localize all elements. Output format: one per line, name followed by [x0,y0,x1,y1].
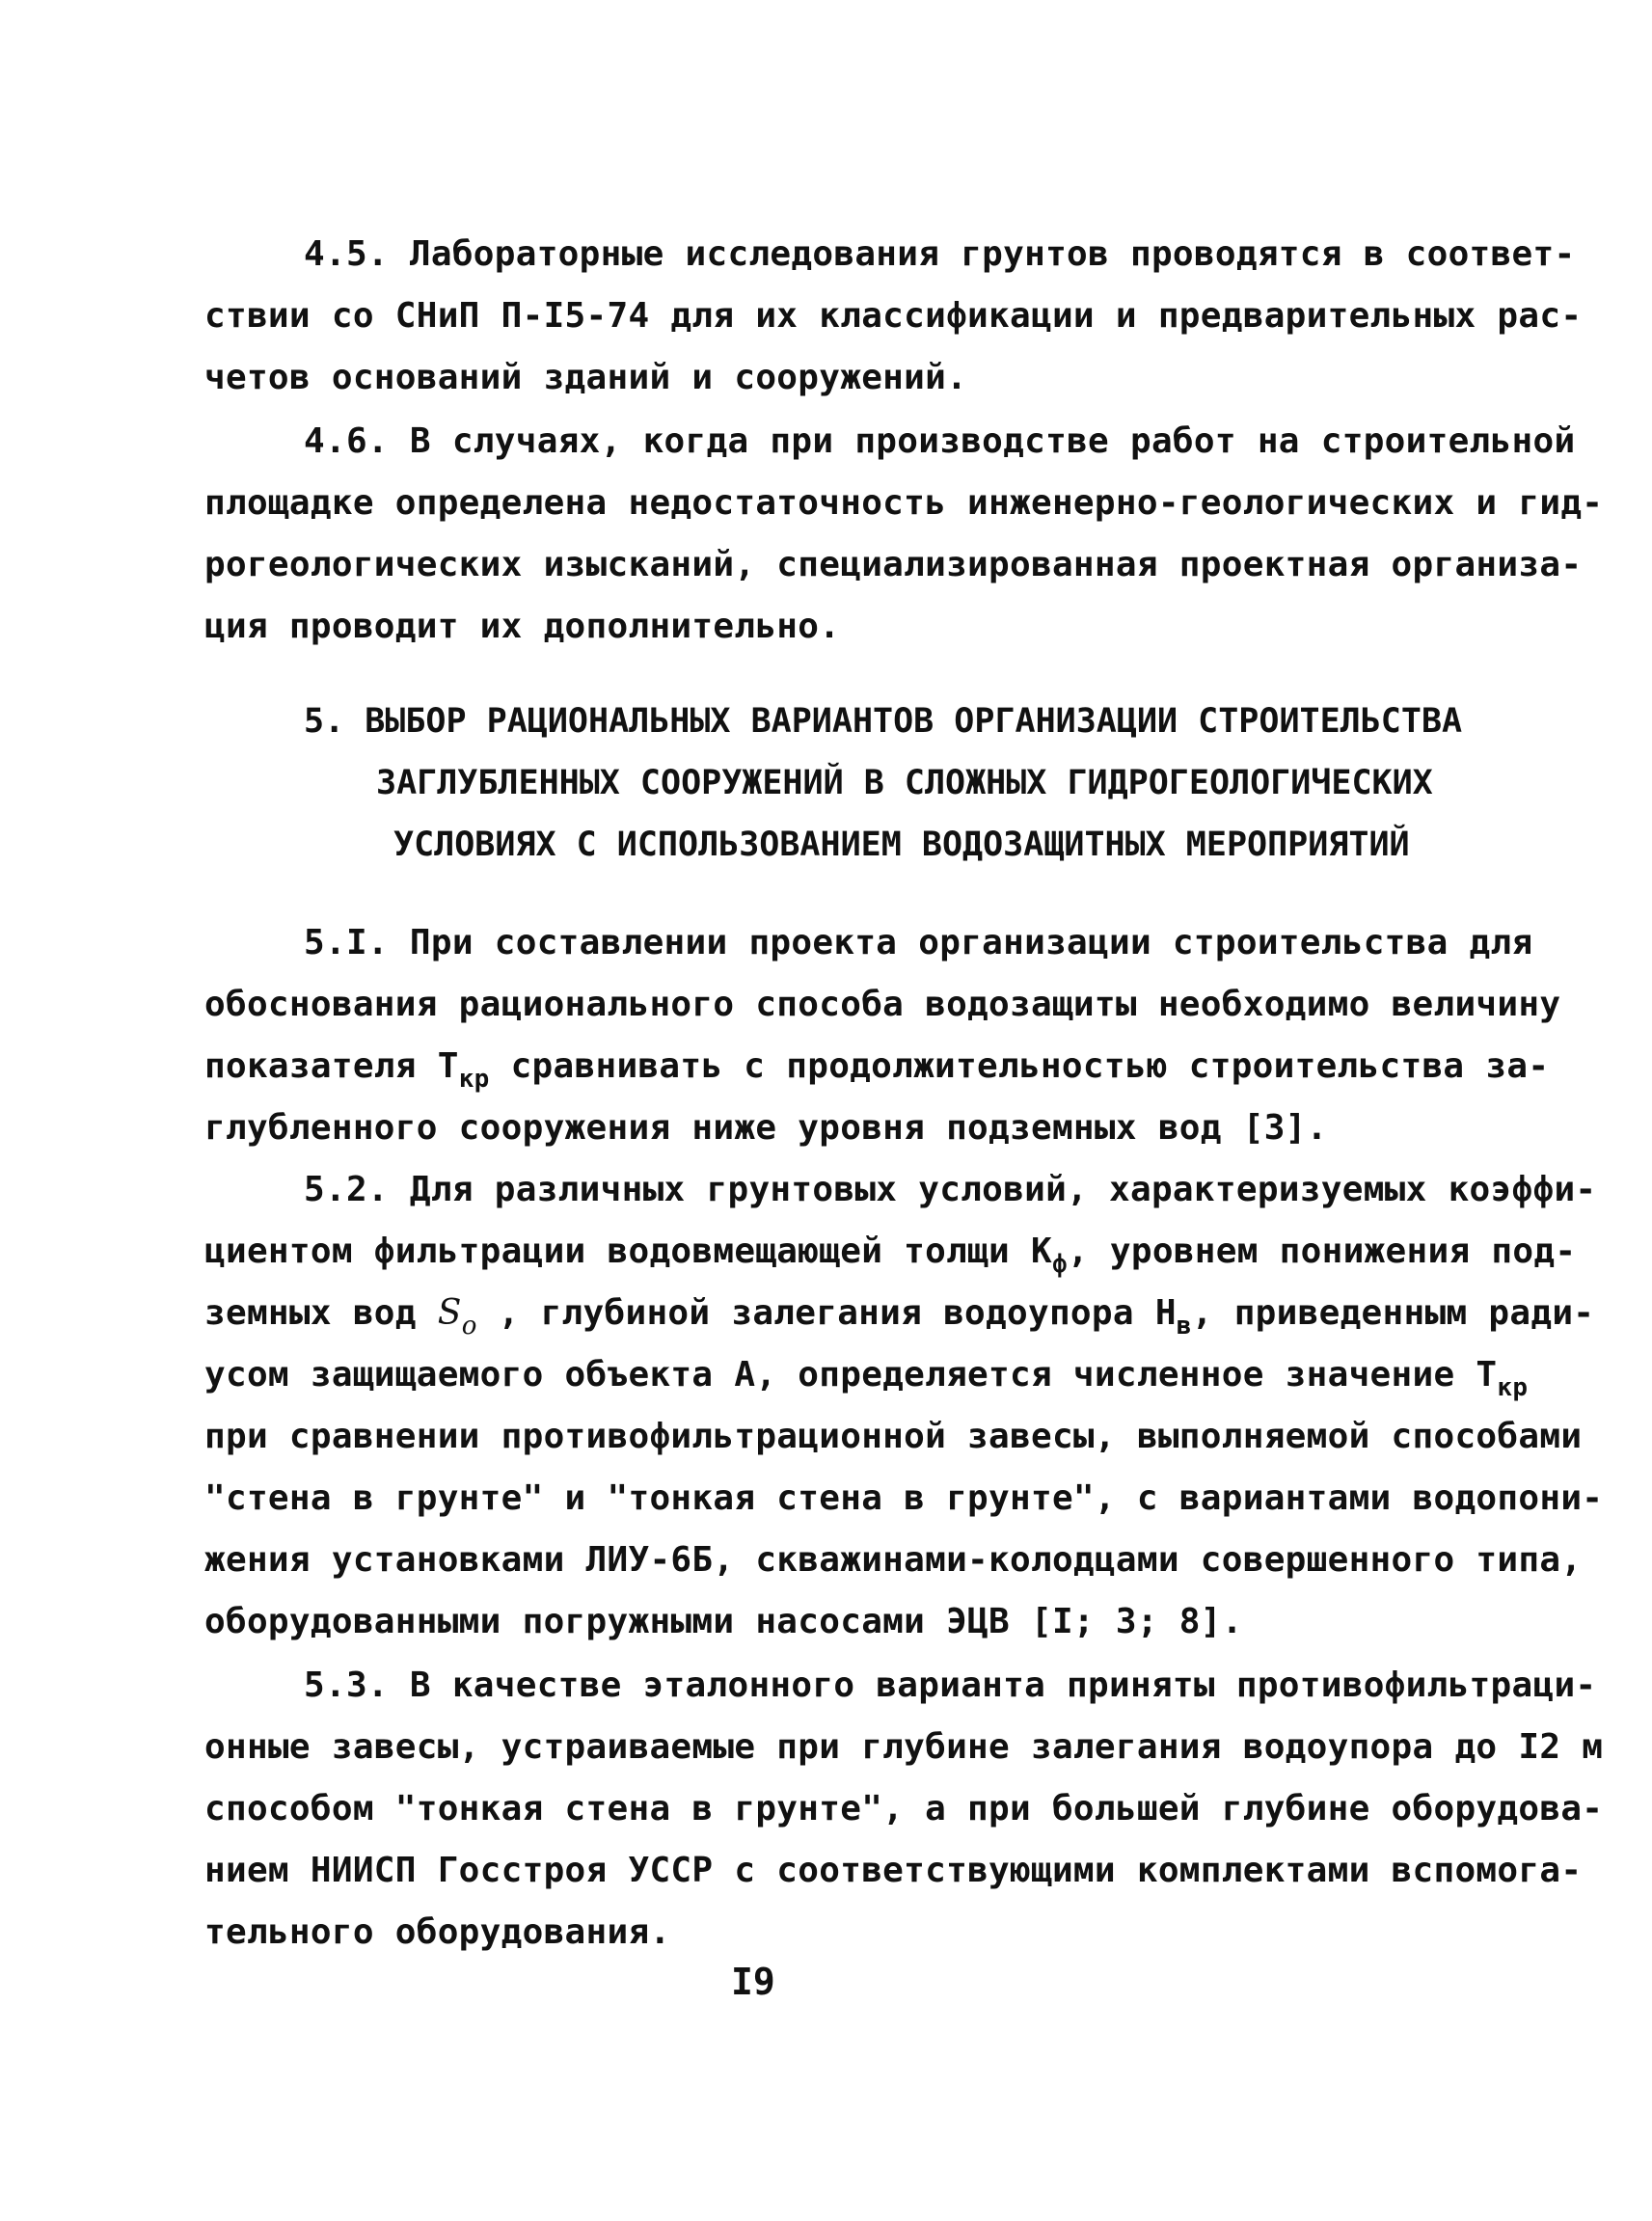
paragraph-5-1-line-2: обоснования рационального способа водозащиты необходимо величину [204,985,1561,1024]
so-symbol: S [437,1293,462,1333]
paragraph-5-2-line-2: циентом фильтрации водовмещающей толщи $К_ф$, уровнем понижения под- [204,1232,1577,1279]
paragraph-4-6-line-2: площадке определена недостаточность инженерно-геологических и гид- [204,483,1604,523]
paragraph-5-1-line-3: показателя $Т_{кр}$ сравнивать с продолжительностью строительства за- [204,1046,1550,1094]
paragraph-5-1-line-1: 5.I. При составлении проекта организации строительства для [304,923,1533,962]
paragraph-4-5-line-2: ствии со СНиП П-I5-74 для их классификации и предварительных рас- [204,296,1583,336]
paragraph-5-2-line-1: 5.2. Для различных грунтовых условий, характеризуемых коэффи- [304,1170,1597,1209]
paragraph-5-2-line-7: жения установками ЛИУ-6Б, скважинами-колодцами совершенного типа, [204,1540,1583,1580]
paragraph-5-2-line-5: при сравнении противофильтрационной завесы, выполняемой способами [204,1417,1583,1456]
paragraph-5-3-line-3: способом "тонкая стена в грунте", а при большей глубине оборудова- [204,1789,1604,1828]
paragraph-5-3-line-4: нием НИИСП Госстроя УССР с соответствующими комплектами вспомога- [204,1851,1583,1890]
paragraph-5-1-line-4: глубленного сооружения ниже уровня подземных вод [3]. [204,1108,1328,1148]
paragraph-5-2-line-3: земных вод $S_o$ , глубиной залегания водоупора $Н_в$, приведенным ради- [204,1293,1595,1341]
paragraph-4-6-line-4: ция проводит их дополнительно. [204,607,841,646]
paragraph-5-2-line-8: оборудованными погружными насосами ЭЦВ [I; 3; 8]. [204,1602,1243,1641]
paragraph-4-5-line-3: четов оснований зданий и сооружений. [204,358,968,397]
paragraph-4-6-line-3: рогеологических изысканий, специализированная проектная организа- [204,545,1583,584]
section-heading-line-3: УСЛОВИЯХ С ИСПОЛЬЗОВАНИЕМ ВОДОЗАЩИТНЫХ МЕРОПРИЯТИЙ [393,826,1410,864]
paragraph-5-3-line-2: онные завесы, устраиваемые при глубине залегания водоупора до I2 м [204,1727,1604,1767]
paragraph-5-3-line-5: тельного оборудования. [204,1912,671,1952]
paragraph-5-2-line-4: усом защищаемого объекта А, определяется численное значение $Т_{кр}$ [204,1355,1529,1402]
section-heading-line-1: 5. ВЫБОР РАЦИОНАЛЬНЫХ ВАРИАНТОВ ОРГАНИЗАЦИИ СТРОИТЕЛЬСТВА [304,702,1463,741]
section-heading-line-2: ЗАГЛУБЛЕННЫХ СООРУЖЕНИЙ В СЛОЖНЫХ ГИДРОГЕОЛОГИЧЕСКИХ [376,764,1433,802]
paragraph-4-5-line-1: 4.5. Лабораторные исследования грунтов проводятся в соответ- [304,234,1576,274]
page-number: I9 [731,1961,775,2003]
paragraph-5-3-line-1: 5.3. В качестве эталонного варианта приняты противофильтраци- [304,1666,1597,1705]
paragraph-4-6-line-1: 4.6. В случаях, когда при производстве работ на строительной [304,421,1576,461]
paragraph-5-2-line-6: "стена в грунте" и "тонкая стена в грунте", с вариантами водопони- [204,1478,1604,1518]
